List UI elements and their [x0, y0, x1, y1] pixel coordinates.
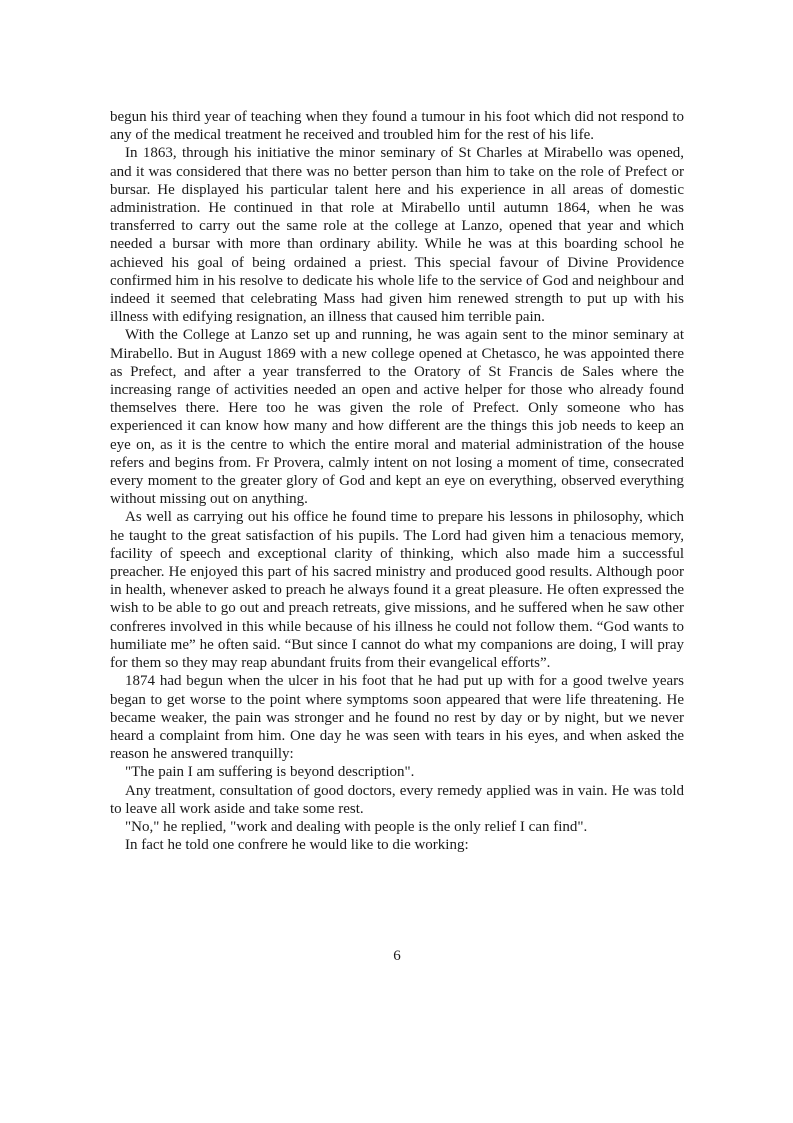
- paragraph: Any treatment, consultation of good doctors, every remedy applied was in vain. He was told to leave all work aside and take some rest.: [110, 782, 684, 817]
- paragraph: With the College at Lanzo set up and running, he was again sent to the minor seminary at Mirabello. But in August 1869 with a new college opened at Chetasco, he was appointed there as Prefect, and after a year transferred to the Oratory of St Francis de Sales where the increasing range of activities needed an open and active helper for those who already found themselves there. Here too he was given the role of Prefect. Only someone who has experienced it can know how many and how different are the things this job needs to keep an eye on, as it is the centre to which the entire moral and material administration of the house refers and begins from. Fr Provera, calmly intent on not losing a moment of time, consecrated every moment to the greater glory of God and kept an eye on everything, observed everything without missing out on anything.: [110, 327, 684, 508]
- paragraph: In 1863, through his initiative the minor seminary of St Charles at Mirabello was opened, and it was considered that there was no better person than him to take on the role of Prefect or bursar. He displayed his particular talent here and his experience in all areas of domestic administration. He continued in that role at Mirabello until autumn 1864, when he was transferred to carry out the same role at the college at Lanzo, opened that year and which needed a bursar with more than ordinary ability. While he was at this boarding school he achieved his goal of being ordained a priest. This special favour of Divine Providence confirmed him in his resolve to dedicate his whole life to the service of God and neighbour and indeed it seemed that celebrating Mass had given him renewed strength to put up with his illness with edifying resignation, an illness that caused him terrible pain.: [110, 145, 684, 326]
- paragraph: In fact he told one confrere he would like to die working:: [125, 837, 469, 854]
- paragraph: As well as carrying out his office he found time to prepare his lessons in philosophy, which he taught to the great satisfaction of his pupils. The Lord had given him a tenacious memory, facility of speech and exceptional clarity of thinking, which also made him a successful preacher. He enjoyed this part of his sacred ministry and produced good results. Although poor in health, whenever asked to preach he always found it a great pleasure. He often expressed the wish to be able to go out and preach retreats, give missions, and he suffered when he saw other confreres involved in this while because of his illness he could not follow them. “God wants to humiliate me” he often said. “But since I cannot do what my companions are doing, I will pray for them so they may reap abundant fruits from their evangelical efforts”.: [110, 509, 684, 672]
- page-number: 6: [393, 948, 401, 964]
- page-text: [110, 108, 684, 854]
- paragraph: 1874 had begun when the ulcer in his foot that he had put up with for a good twelve years began to get worse to the point where symptoms soon appeared that were life threatening. He became weaker, the pain was stronger and he found no rest by day or by night, but we never heard a complaint from him. One day he was seen with tears in his eyes, and when asked the reason he answered tranquilly:: [110, 673, 684, 763]
- paragraph: "The pain I am suffering is beyond description".: [125, 764, 415, 781]
- paragraph: begun his third year of teaching when they found a tumour in his foot which did not respond to any of the medical treatment he received and troubled him for the rest of his life.: [110, 109, 684, 144]
- paragraph: "No," he replied, "work and dealing with people is the only relief I can find".: [125, 818, 588, 835]
